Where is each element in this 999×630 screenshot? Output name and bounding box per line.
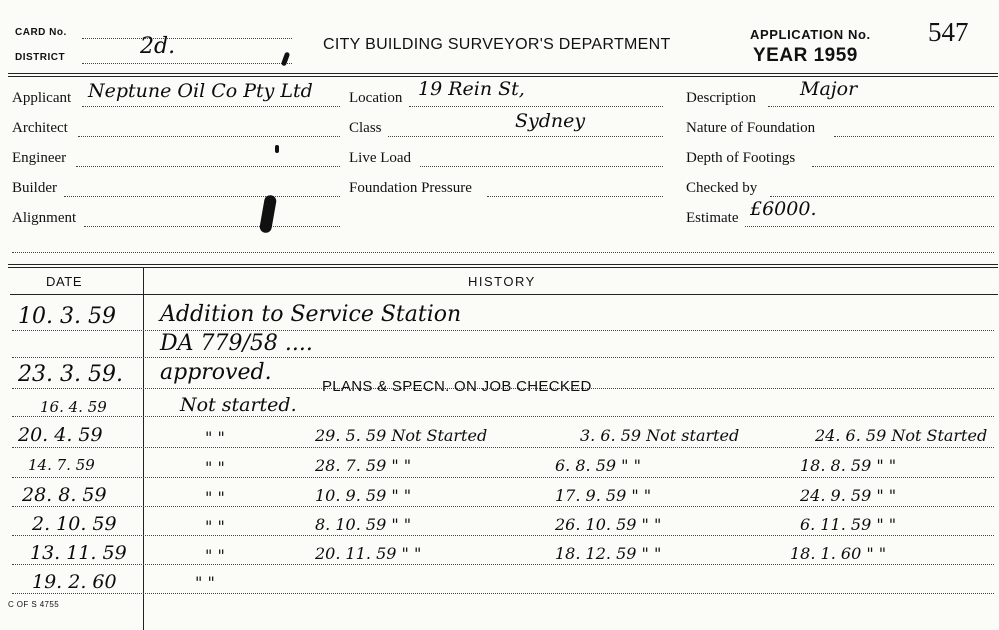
architect-label: Architect	[12, 120, 68, 136]
alignment-line	[84, 226, 340, 227]
history-row-line	[12, 447, 994, 448]
history-column-header: HISTORY	[468, 274, 536, 289]
card-no-line	[82, 38, 292, 39]
history-row-line	[12, 564, 994, 565]
nature-of-foundation-label: Nature of Foundation	[686, 120, 816, 136]
history-ditto: " "	[205, 488, 225, 507]
application-number: 547	[928, 17, 969, 47]
history-date: 14. 7. 59	[28, 456, 95, 474]
history-date: 28. 8. 59	[22, 484, 107, 506]
district-line	[82, 63, 292, 64]
applicant-value: Neptune Oil Co Pty Ltd	[88, 80, 313, 102]
history-inspection: 3. 6. 59 Not started	[580, 426, 740, 445]
header-divider	[8, 73, 998, 74]
estimate-label: Estimate	[686, 210, 739, 226]
history-date: 16. 4. 59	[40, 398, 107, 416]
history-text: DA 779/58 ....	[160, 331, 313, 356]
class-label: Class	[349, 120, 382, 136]
description-value: Major	[800, 78, 858, 100]
history-inspection: 28. 7. 59 " "	[315, 456, 412, 475]
history-ditto: " "	[205, 546, 225, 565]
engineer-label: Engineer	[12, 150, 67, 166]
ink-blot	[259, 194, 277, 234]
history-inspection: 17. 9. 59 " "	[555, 486, 652, 505]
applicant-line	[82, 106, 340, 107]
history-row-line	[12, 506, 994, 507]
history-ditto: " "	[205, 517, 225, 536]
foundation-pressure-label: Foundation Pressure	[349, 180, 472, 196]
nature-of-foundation-line	[834, 136, 994, 137]
form-code: C OF S 4755	[8, 600, 60, 609]
estimate-line	[745, 226, 994, 227]
table-header-rule	[10, 294, 998, 295]
history-row-line	[12, 477, 994, 478]
history-text: approved.	[160, 360, 272, 385]
history-inspection: 10. 9. 59 " "	[315, 486, 412, 505]
date-column-divider	[143, 268, 144, 630]
history-row-line	[12, 416, 994, 417]
foundation-pressure-line	[487, 196, 663, 197]
description-line	[768, 106, 994, 107]
location-label: Location	[349, 90, 403, 106]
history-text: Not started.	[180, 394, 297, 416]
location-value: 19 Rein St,	[418, 78, 525, 100]
department-title: CITY BUILDING SURVEYOR'S DEPARTMENT	[323, 36, 671, 53]
history-inspection: 6. 8. 59 " "	[555, 456, 641, 475]
header-divider-2	[8, 76, 998, 77]
builder-label: Builder	[12, 180, 57, 196]
history-date: 2. 10. 59	[32, 513, 117, 535]
ink-blot	[275, 145, 279, 153]
history-inspection: 8. 10. 59 " "	[315, 515, 412, 534]
checked-by-label: Checked by	[686, 180, 758, 196]
depth-of-footings-label: Depth of Footings	[686, 150, 796, 166]
history-row-line	[12, 593, 994, 594]
history-date: 23. 3. 59.	[18, 362, 123, 387]
history-divider-2	[8, 267, 998, 268]
date-column-header: DATE	[46, 274, 83, 289]
history-divider	[8, 264, 998, 265]
history-inspection: 18. 8. 59 " "	[800, 456, 897, 475]
history-inspection: 18. 1. 60 " "	[790, 544, 887, 563]
history-inspection: 24. 6. 59 Not Started	[815, 426, 988, 445]
year-label: YEAR 1959	[753, 45, 858, 66]
class-line	[388, 136, 663, 137]
district-value: 2d.	[140, 34, 176, 59]
history-text: Addition to Service Station	[160, 302, 462, 327]
builder-line	[64, 196, 340, 197]
description-label: Description	[686, 90, 756, 106]
history-inspection: 20. 11. 59 " "	[315, 544, 422, 563]
card-no-label: CARD No.	[15, 27, 67, 38]
history-inspection: 26. 10. 59 " "	[555, 515, 662, 534]
ink-blot	[281, 52, 290, 67]
location-line	[409, 106, 663, 107]
history-date: 20. 4. 59	[18, 424, 103, 446]
history-row-line	[12, 535, 994, 536]
live-load-line	[420, 166, 663, 167]
engineer-line	[76, 166, 340, 167]
history-inspection: 6. 11. 59 " "	[800, 515, 897, 534]
checked-by-line	[770, 196, 994, 197]
history-date: 13. 11. 59	[30, 542, 127, 564]
plans-checked-stamp: PLANS & SPECN. ON JOB CHECKED	[322, 378, 592, 395]
application-label: APPLICATION No.	[750, 27, 871, 42]
history-ditto: " "	[205, 428, 225, 447]
live-load-label: Live Load	[349, 150, 412, 166]
alignment-label: Alignment	[12, 210, 77, 226]
district-label: DISTRICT	[15, 52, 66, 63]
history-inspection: 29. 5. 59 Not Started	[315, 426, 488, 445]
history-ditto: " "	[205, 458, 225, 477]
history-row-line	[12, 357, 994, 358]
applicant-label: Applicant	[12, 90, 72, 106]
history-inspection: 24. 9. 59 " "	[800, 486, 897, 505]
history-ditto: " "	[195, 573, 215, 592]
history-date: 19. 2. 60	[32, 571, 117, 593]
history-inspection: 18. 12. 59 " "	[555, 544, 662, 563]
estimate-value: £6000.	[750, 198, 817, 220]
location-city: Sydney	[515, 110, 586, 132]
architect-line	[78, 136, 340, 137]
history-date: 10. 3. 59	[18, 304, 116, 329]
depth-of-footings-line	[812, 166, 994, 167]
fields-bottom-dotted-line	[12, 252, 994, 253]
